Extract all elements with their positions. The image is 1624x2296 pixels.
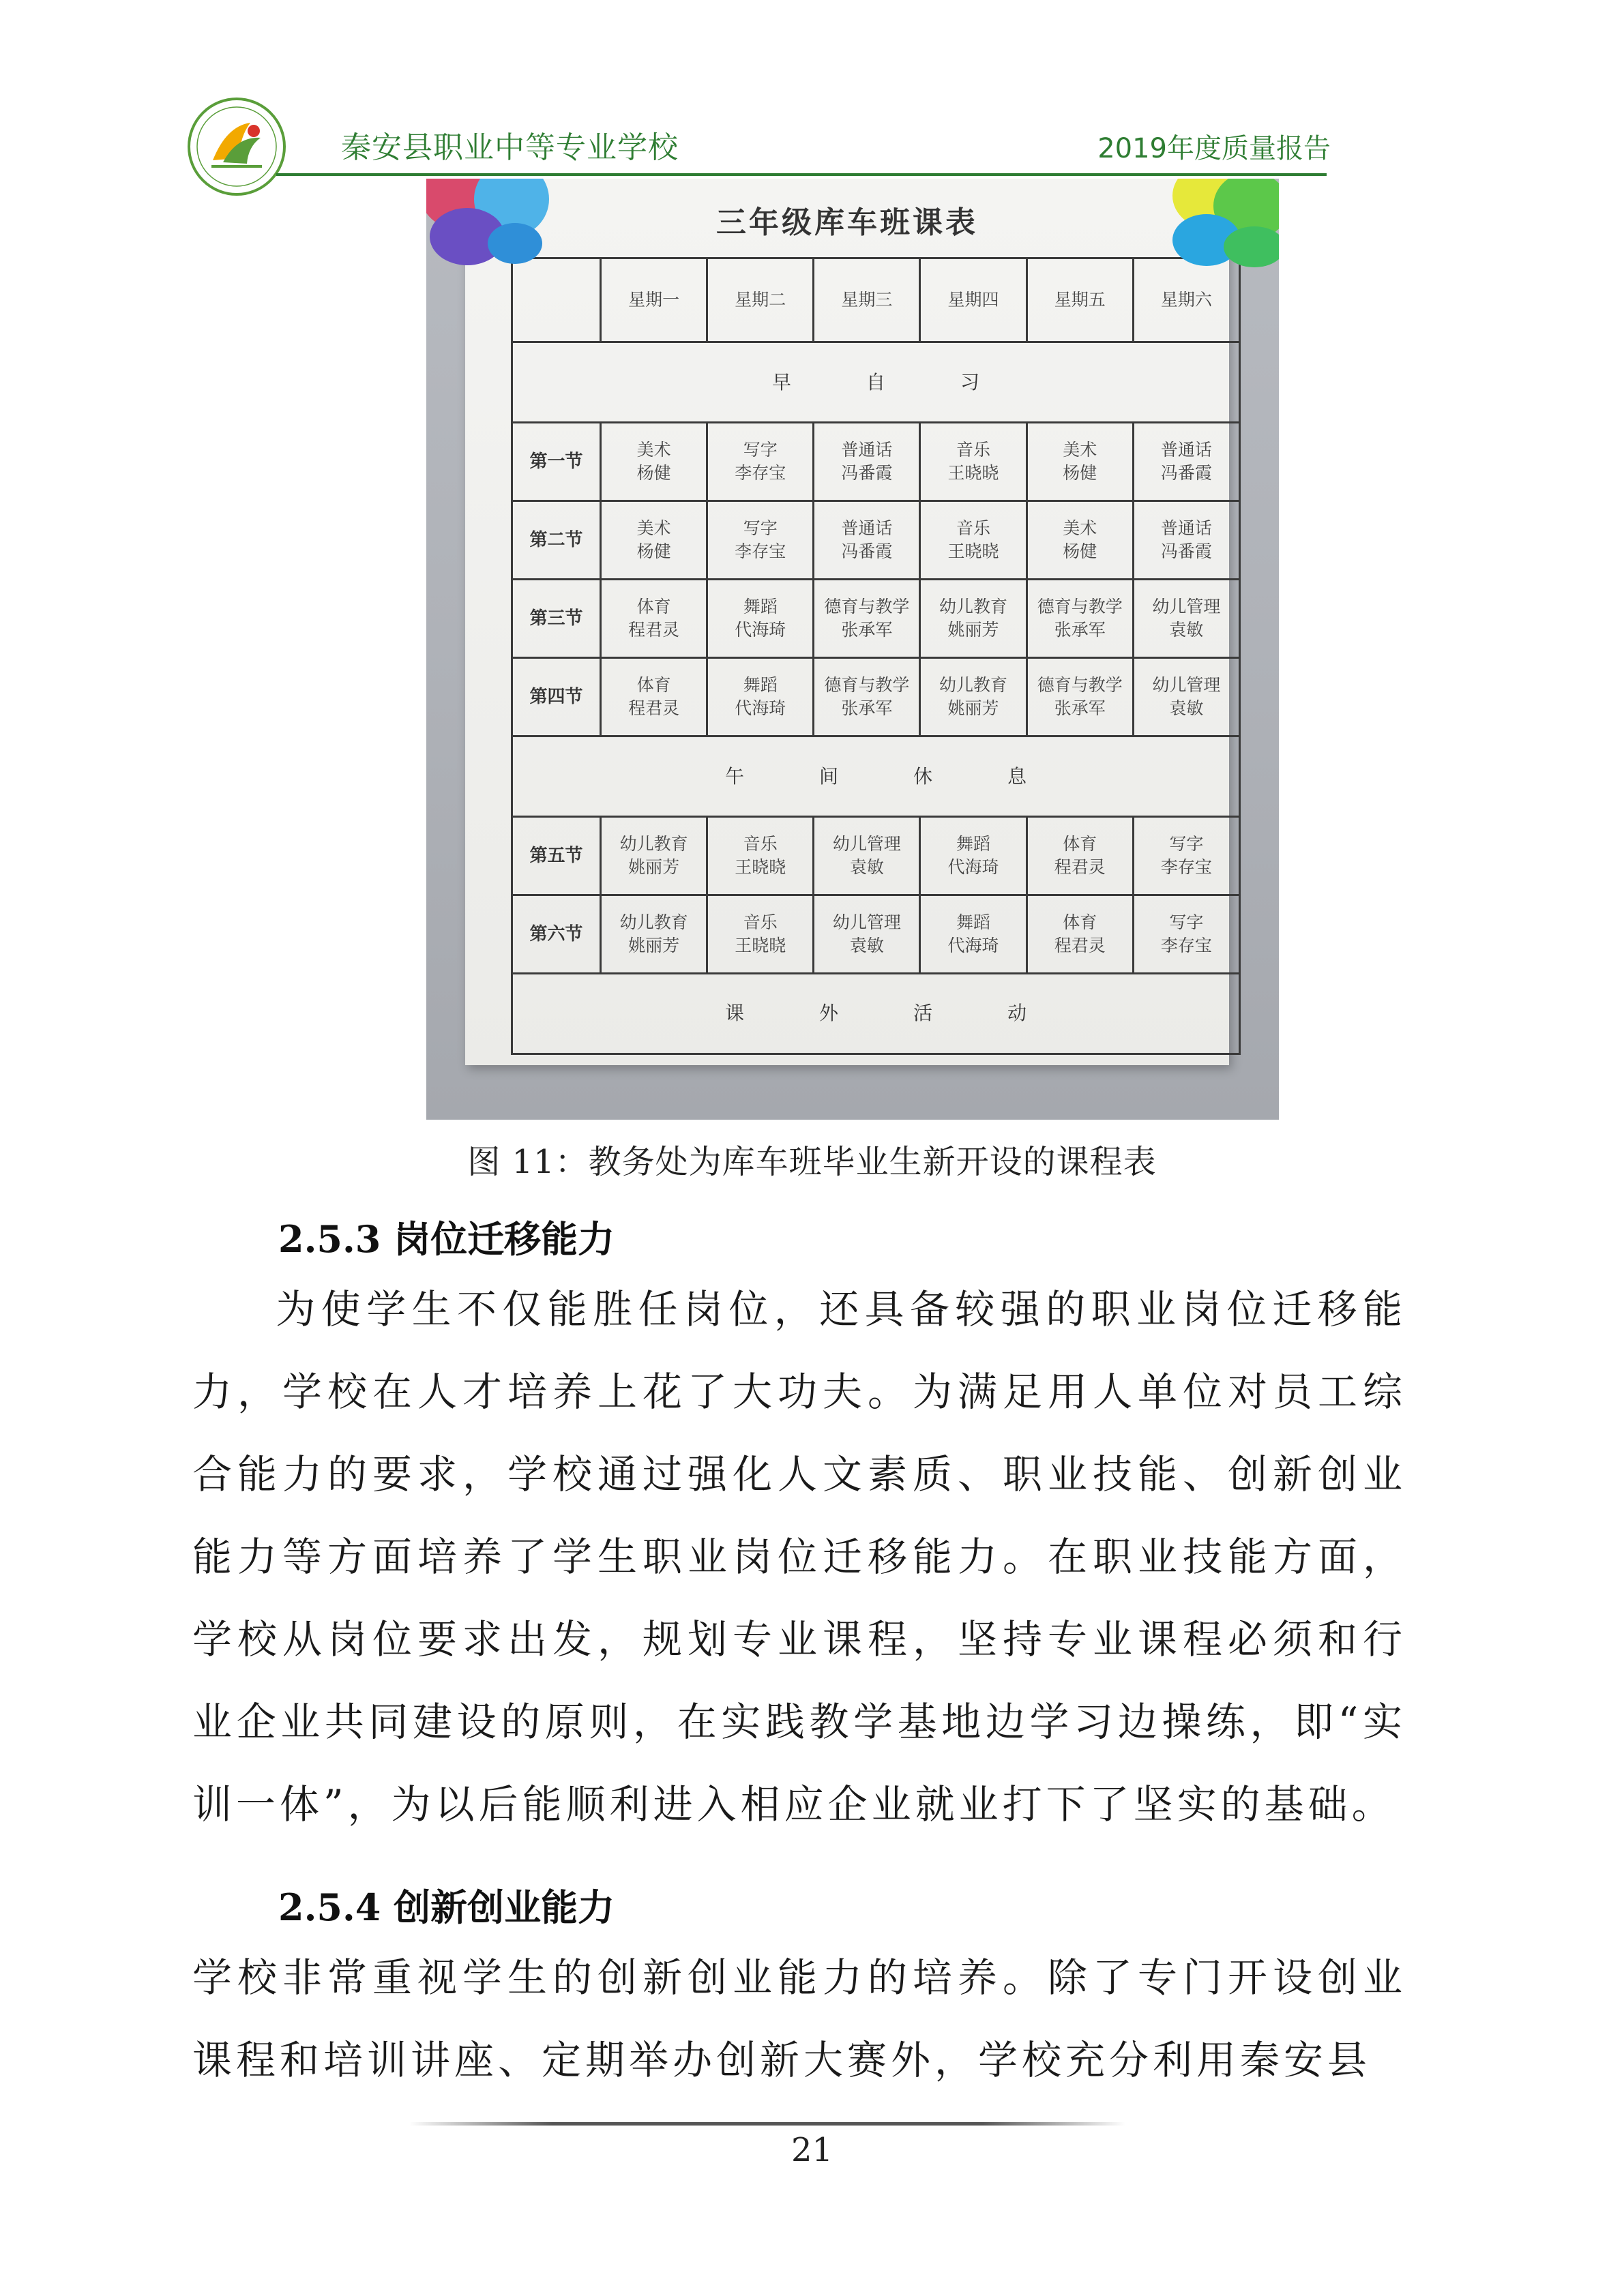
timetable-paper <box>465 179 1229 1065</box>
class-cell <box>601 580 707 658</box>
subject: 普通话 <box>1160 518 1212 539</box>
subject: 幼儿教育 <box>619 912 688 932</box>
subject: 写字 <box>743 440 778 460</box>
period-label: 第四节 <box>512 658 601 736</box>
day-header: 星期二 <box>707 258 814 342</box>
subject: 音乐 <box>956 518 991 539</box>
class-cell <box>707 817 814 895</box>
teacher: 王晓晓 <box>947 541 999 562</box>
day-header: 星期一 <box>601 258 707 342</box>
subject: 普通话 <box>841 518 893 539</box>
teacher: 姚丽芳 <box>628 857 680 877</box>
class-cell <box>1133 423 1239 501</box>
teacher: 王晓晓 <box>735 857 786 877</box>
teacher: 程君灵 <box>628 620 680 640</box>
magnet-right-icon <box>1166 179 1279 267</box>
class-cell <box>1027 501 1133 580</box>
class-cell <box>920 895 1027 973</box>
subject: 美术 <box>636 440 671 460</box>
teacher: 袁敏 <box>1169 698 1204 719</box>
class-cell <box>1133 895 1239 973</box>
teacher: 冯番霞 <box>1160 541 1212 562</box>
class-cell <box>1027 817 1133 895</box>
period-row <box>512 817 1240 895</box>
teacher: 杨健 <box>1063 541 1097 562</box>
class-cell <box>1133 817 1239 895</box>
subject: 幼儿管理 <box>1152 597 1221 617</box>
class-cell <box>920 658 1027 736</box>
class-cell <box>1133 658 1239 736</box>
class-cell <box>814 658 920 736</box>
teacher: 代海琦 <box>735 620 786 640</box>
subject: 普通话 <box>1160 440 1212 460</box>
teacher: 王晓晓 <box>735 935 786 955</box>
teacher: 杨健 <box>1063 463 1097 483</box>
timetable-header-row <box>512 258 1240 342</box>
noon-break-row-label: 午间休息 <box>512 736 1240 817</box>
teacher: 袁敏 <box>1169 620 1204 640</box>
teacher: 李存宝 <box>735 541 786 562</box>
teacher: 姚丽芳 <box>947 620 999 640</box>
teacher: 李存宝 <box>1160 857 1212 877</box>
section-heading-254: 2.5.4 创新创业能力 <box>278 1885 615 1929</box>
teacher: 代海琦 <box>947 935 999 955</box>
subject: 德育与教学 <box>824 675 910 696</box>
class-cell <box>814 423 920 501</box>
paragraph-text: 为使学生不仅能胜任岗位，还具备较强的职业岗位迁移能力，学校在人才培养上花了大功夫。为满足用人单位对员工综合能力的要求，学校通过强化人文素质、职业技能、创新创业能力等方面培养了学生职业岗位迁移能力。在职业技能方面，学校从岗位要求出发，规划专业课程，坚持专业课程必须和行业企业共同建设的原则，在实践教学基地边学习边操练，即“实训一体”，为以后能顺利进入相应企业就业打下了坚实的基础。 <box>192 1286 1406 1828</box>
subject: 舞蹈 <box>743 597 778 617</box>
period-label: 第六节 <box>512 895 601 973</box>
teacher: 杨健 <box>636 463 671 483</box>
day-header: 星期六 <box>1133 258 1239 342</box>
subject: 写字 <box>1169 834 1204 854</box>
timetable <box>511 257 1241 1055</box>
period-label: 第二节 <box>512 501 601 580</box>
class-cell <box>601 423 707 501</box>
timetable-photo <box>426 179 1279 1120</box>
subject: 幼儿管理 <box>1152 675 1221 696</box>
period-row <box>512 423 1240 501</box>
subject: 美术 <box>1063 518 1097 539</box>
class-cell <box>1027 895 1133 973</box>
subject: 体育 <box>636 675 671 696</box>
subject: 舞蹈 <box>743 675 778 696</box>
class-cell <box>707 501 814 580</box>
subject: 德育与教学 <box>824 597 910 617</box>
subject: 写字 <box>1169 912 1204 932</box>
subject: 美术 <box>636 518 671 539</box>
class-cell <box>601 895 707 973</box>
subject: 幼儿教育 <box>619 834 688 854</box>
magnet-left-icon <box>426 179 556 267</box>
subject: 舞蹈 <box>956 912 991 932</box>
teacher: 张承军 <box>1054 698 1106 719</box>
teacher: 代海琦 <box>947 857 999 877</box>
subject: 体育 <box>1063 834 1097 854</box>
teacher: 李存宝 <box>1160 935 1212 955</box>
day-header: 星期三 <box>814 258 920 342</box>
footer-divider <box>409 2122 1125 2126</box>
teacher: 袁敏 <box>849 935 884 955</box>
class-cell <box>1027 658 1133 736</box>
class-cell <box>1133 501 1239 580</box>
class-cell <box>814 501 920 580</box>
class-cell <box>601 817 707 895</box>
class-cell <box>601 501 707 580</box>
class-cell <box>601 658 707 736</box>
teacher: 袁敏 <box>849 857 884 877</box>
teacher: 姚丽芳 <box>947 698 999 719</box>
morning-study-row-label: 早自习 <box>512 342 1240 423</box>
paragraph-text: 学校非常重视学生的创新创业能力的培养。除了专门开设创业课程和培训讲座、定期举办创新大赛外，学校充分利用秦安县 <box>192 1954 1406 2083</box>
teacher: 程君灵 <box>1054 857 1106 877</box>
class-cell <box>920 580 1027 658</box>
subject: 音乐 <box>956 440 991 460</box>
class-cell <box>1027 423 1133 501</box>
school-name: 秦安县职业中等专业学校 <box>341 130 679 165</box>
subject: 体育 <box>1063 912 1097 932</box>
subject: 美术 <box>1063 440 1097 460</box>
teacher: 王晓晓 <box>947 463 999 483</box>
class-cell <box>1133 580 1239 658</box>
teacher: 代海琦 <box>735 698 786 719</box>
class-cell <box>707 895 814 973</box>
period-row <box>512 895 1240 973</box>
teacher: 张承军 <box>1054 620 1106 640</box>
school-logo <box>186 95 288 198</box>
figure-caption: 图 11：教务处为库车班毕业生新开设的课程表 <box>467 1143 1157 1181</box>
teacher: 姚丽芳 <box>628 935 680 955</box>
header-divider <box>276 173 1327 176</box>
subject: 舞蹈 <box>956 834 991 854</box>
after-class-row-label: 课外活动 <box>512 973 1240 1054</box>
section-paragraph-254 <box>192 1937 1406 2102</box>
subject: 幼儿管理 <box>832 912 901 932</box>
morning-study-row <box>512 342 1240 423</box>
subject: 幼儿教育 <box>939 675 1008 696</box>
teacher: 冯番霞 <box>841 541 893 562</box>
subject: 普通话 <box>841 440 893 460</box>
subject: 体育 <box>636 597 671 617</box>
class-cell <box>920 423 1027 501</box>
class-cell <box>814 817 920 895</box>
class-cell <box>814 580 920 658</box>
teacher: 杨健 <box>636 541 671 562</box>
subject: 幼儿管理 <box>832 834 901 854</box>
period-label: 第三节 <box>512 580 601 658</box>
day-header: 星期五 <box>1027 258 1133 342</box>
timetable-title: 三年级库车班课表 <box>716 205 978 240</box>
subject: 德育与教学 <box>1037 597 1123 617</box>
class-cell <box>920 817 1027 895</box>
section-heading-253: 2.5.3 岗位迁移能力 <box>278 1217 615 1261</box>
teacher: 张承军 <box>841 698 893 719</box>
teacher: 张承军 <box>841 620 893 640</box>
subject: 音乐 <box>743 912 778 932</box>
teacher: 程君灵 <box>1054 935 1106 955</box>
class-cell <box>707 658 814 736</box>
section-paragraph-253 <box>192 1268 1406 1846</box>
teacher: 李存宝 <box>735 463 786 483</box>
noon-break-row <box>512 736 1240 817</box>
class-cell <box>1027 580 1133 658</box>
subject: 幼儿教育 <box>939 597 1008 617</box>
subject: 写字 <box>743 518 778 539</box>
teacher: 程君灵 <box>628 698 680 719</box>
teacher: 冯番霞 <box>1160 463 1212 483</box>
class-cell <box>920 501 1027 580</box>
subject: 音乐 <box>743 834 778 854</box>
teacher: 冯番霞 <box>841 463 893 483</box>
period-label: 第一节 <box>512 423 601 501</box>
class-cell <box>707 423 814 501</box>
period-row <box>512 580 1240 658</box>
after-class-row <box>512 973 1240 1054</box>
period-row <box>512 658 1240 736</box>
period-label: 第五节 <box>512 817 601 895</box>
class-cell <box>814 895 920 973</box>
subject: 德育与教学 <box>1037 675 1123 696</box>
day-header: 星期四 <box>920 258 1027 342</box>
period-row <box>512 501 1240 580</box>
class-cell <box>707 580 814 658</box>
report-title: 2019年度质量报告 <box>1097 133 1331 164</box>
page-number: 21 <box>791 2131 833 2169</box>
